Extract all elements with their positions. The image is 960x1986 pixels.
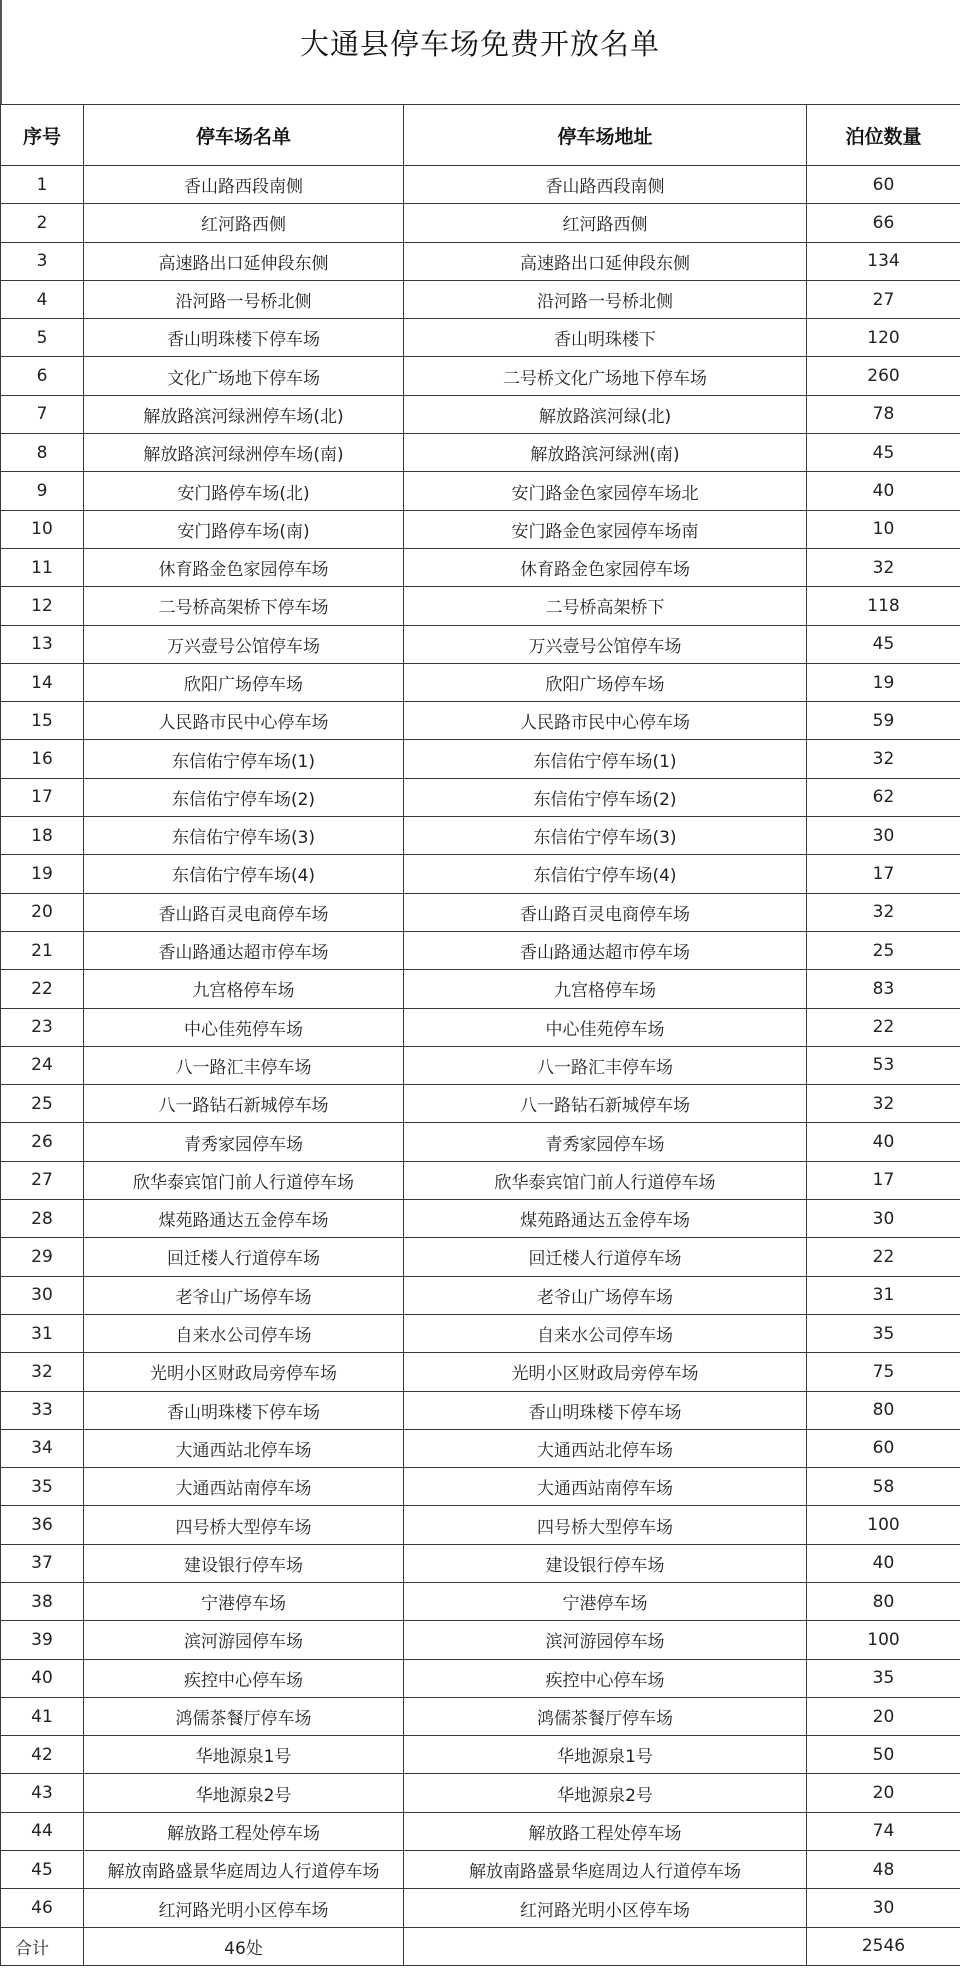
table-row	[1, 1544, 960, 1582]
parking-name: 建设银行停车场	[84, 1544, 404, 1582]
row-number: 5	[1, 319, 84, 357]
parking-address: 光明小区财政局旁停车场	[404, 1353, 807, 1391]
parking-name: 安门路停车场(北)	[84, 472, 404, 510]
table-row	[1, 204, 960, 242]
parking-spaces: 22	[807, 1008, 960, 1046]
row-number: 7	[1, 395, 84, 433]
parking-name: 安门路停车场(南)	[84, 510, 404, 548]
parking-name: 煤苑路通达五金停车场	[84, 1200, 404, 1238]
parking-name: 人民路市民中心停车场	[84, 702, 404, 740]
parking-address: 东信佑宁停车场(3)	[404, 817, 807, 855]
parking-address: 疾控中心停车场	[404, 1659, 807, 1697]
parking-name: 东信佑宁停车场(3)	[84, 817, 404, 855]
header-name: 停车场名单	[84, 105, 404, 166]
parking-name: 九宫格停车场	[84, 970, 404, 1008]
parking-spaces: 45	[807, 434, 960, 472]
row-number: 16	[1, 740, 84, 778]
row-number: 20	[1, 893, 84, 931]
parking-spaces: 32	[807, 893, 960, 931]
table-row	[1, 1085, 960, 1123]
parking-spaces: 30	[807, 1200, 960, 1238]
parking-address: 万兴壹号公馆停车场	[404, 625, 807, 663]
row-number: 42	[1, 1736, 84, 1774]
parking-address: 回迁楼人行道停车场	[404, 1238, 807, 1276]
parking-address: 宁港停车场	[404, 1582, 807, 1620]
row-number: 36	[1, 1506, 84, 1544]
parking-address: 华地源泉2号	[404, 1774, 807, 1812]
parking-name: 华地源泉1号	[84, 1736, 404, 1774]
row-number: 45	[1, 1851, 84, 1889]
parking-address: 欣阳广场停车场	[404, 663, 807, 701]
parking-address: 解放路工程处停车场	[404, 1812, 807, 1850]
row-number: 43	[1, 1774, 84, 1812]
parking-spaces: 120	[807, 319, 960, 357]
table-row	[1, 970, 960, 1008]
parking-address: 二号桥高架桥下	[404, 587, 807, 625]
row-number: 15	[1, 702, 84, 740]
table-row	[1, 1621, 960, 1659]
table-row	[1, 1161, 960, 1199]
row-number: 3	[1, 242, 84, 280]
table-row	[1, 663, 960, 701]
table-row	[1, 166, 960, 204]
parking-address: 香山路西段南侧	[404, 166, 807, 204]
table-row	[1, 1506, 960, 1544]
table-row	[1, 1276, 960, 1314]
parking-address: 东信佑宁停车场(2)	[404, 778, 807, 816]
parking-name: 青秀家园停车场	[84, 1123, 404, 1161]
parking-address: 建设银行停车场	[404, 1544, 807, 1582]
row-number: 46	[1, 1889, 84, 1927]
table-row	[1, 1889, 960, 1927]
parking-name: 八一路汇丰停车场	[84, 1046, 404, 1084]
parking-name: 疾控中心停车场	[84, 1659, 404, 1697]
table-row	[1, 1697, 960, 1735]
row-number: 12	[1, 587, 84, 625]
row-number: 13	[1, 625, 84, 663]
table-row	[1, 1238, 960, 1276]
parking-address: 东信佑宁停车场(1)	[404, 740, 807, 778]
parking-spaces: 19	[807, 663, 960, 701]
parking-name: 东信佑宁停车场(1)	[84, 740, 404, 778]
parking-address: 大通西站南停车场	[404, 1468, 807, 1506]
total-address	[404, 1927, 807, 1965]
table-row	[1, 548, 960, 586]
parking-spaces: 40	[807, 1123, 960, 1161]
table-header-row	[1, 105, 960, 166]
parking-spaces: 20	[807, 1774, 960, 1812]
row-number: 24	[1, 1046, 84, 1084]
parking-address: 休育路金色家园停车场	[404, 548, 807, 586]
header-no: 序号	[1, 105, 84, 166]
row-number: 6	[1, 357, 84, 395]
parking-spaces: 66	[807, 204, 960, 242]
header-spaces: 泊位数量	[807, 105, 960, 166]
parking-name: 香山明珠楼下停车场	[84, 319, 404, 357]
parking-name: 解放南路盛景华庭周边人行道停车场	[84, 1851, 404, 1889]
parking-address: 红河路西侧	[404, 204, 807, 242]
parking-name: 滨河游园停车场	[84, 1621, 404, 1659]
table-row	[1, 740, 960, 778]
parking-name: 欣阳广场停车场	[84, 663, 404, 701]
parking-name: 解放路工程处停车场	[84, 1812, 404, 1850]
table-row	[1, 510, 960, 548]
parking-address: 人民路市民中心停车场	[404, 702, 807, 740]
parking-address: 香山路通达超市停车场	[404, 931, 807, 969]
parking-spaces: 17	[807, 855, 960, 893]
parking-address: 安门路金色家园停车场北	[404, 472, 807, 510]
parking-name: 光明小区财政局旁停车场	[84, 1353, 404, 1391]
parking-name: 大通西站南停车场	[84, 1468, 404, 1506]
total-row	[1, 1927, 960, 1965]
row-number: 30	[1, 1276, 84, 1314]
parking-address: 红河路光明小区停车场	[404, 1889, 807, 1927]
row-number: 10	[1, 510, 84, 548]
parking-name: 宁港停车场	[84, 1582, 404, 1620]
parking-name: 解放路滨河绿洲停车场(北)	[84, 395, 404, 433]
row-number: 4	[1, 280, 84, 318]
parking-spaces: 48	[807, 1851, 960, 1889]
parking-address: 解放路滨河绿(北)	[404, 395, 807, 433]
parking-spaces: 30	[807, 817, 960, 855]
parking-spaces: 40	[807, 1544, 960, 1582]
total-label: 合计	[1, 1927, 84, 1965]
row-number: 11	[1, 548, 84, 586]
parking-address: 解放南路盛景华庭周边人行道停车场	[404, 1851, 807, 1889]
row-number: 22	[1, 970, 84, 1008]
parking-address: 青秀家园停车场	[404, 1123, 807, 1161]
row-number: 25	[1, 1085, 84, 1123]
parking-spaces: 22	[807, 1238, 960, 1276]
row-number: 31	[1, 1314, 84, 1352]
table-row	[1, 893, 960, 931]
parking-address: 沿河路一号桥北侧	[404, 280, 807, 318]
parking-address: 中心佳苑停车场	[404, 1008, 807, 1046]
parking-spaces: 20	[807, 1697, 960, 1735]
table-row	[1, 1353, 960, 1391]
row-number: 23	[1, 1008, 84, 1046]
table-row	[1, 1812, 960, 1850]
row-number: 33	[1, 1391, 84, 1429]
parking-spaces: 32	[807, 548, 960, 586]
parking-address: 九宫格停车场	[404, 970, 807, 1008]
row-number: 27	[1, 1161, 84, 1199]
parking-spaces: 75	[807, 1353, 960, 1391]
row-number: 40	[1, 1659, 84, 1697]
parking-name: 沿河路一号桥北侧	[84, 280, 404, 318]
table-row	[1, 1046, 960, 1084]
row-number: 35	[1, 1468, 84, 1506]
parking-name: 老爷山广场停车场	[84, 1276, 404, 1314]
row-number: 26	[1, 1123, 84, 1161]
row-number: 21	[1, 931, 84, 969]
parking-name: 高速路出口延伸段东侧	[84, 242, 404, 280]
parking-address: 东信佑宁停车场(4)	[404, 855, 807, 893]
parking-name: 大通西站北停车场	[84, 1429, 404, 1467]
parking-address: 鸿儒茶餐厅停车场	[404, 1697, 807, 1735]
table-row	[1, 1123, 960, 1161]
parking-name: 四号桥大型停车场	[84, 1506, 404, 1544]
parking-spaces: 60	[807, 166, 960, 204]
parking-spaces: 25	[807, 931, 960, 969]
parking-spaces: 118	[807, 587, 960, 625]
parking-spaces: 59	[807, 702, 960, 740]
table-row	[1, 817, 960, 855]
total-spaces: 2546	[807, 1927, 960, 1965]
parking-address: 安门路金色家园停车场南	[404, 510, 807, 548]
parking-name: 欣华泰宾馆门前人行道停车场	[84, 1161, 404, 1199]
parking-name: 万兴壹号公馆停车场	[84, 625, 404, 663]
parking-name: 华地源泉2号	[84, 1774, 404, 1812]
table-row	[1, 1008, 960, 1046]
header-address: 停车场地址	[404, 105, 807, 166]
parking-name: 香山路西段南侧	[84, 166, 404, 204]
row-number: 28	[1, 1200, 84, 1238]
parking-address: 高速路出口延伸段东侧	[404, 242, 807, 280]
parking-spaces: 35	[807, 1659, 960, 1697]
table-row	[1, 1582, 960, 1620]
parking-address: 滨河游园停车场	[404, 1621, 807, 1659]
table-body	[1, 166, 960, 1928]
table-row	[1, 702, 960, 740]
parking-address: 八一路钻石新城停车场	[404, 1085, 807, 1123]
parking-spaces: 32	[807, 740, 960, 778]
total-count: 46处	[84, 1927, 404, 1965]
table-row	[1, 1468, 960, 1506]
parking-spaces: 80	[807, 1391, 960, 1429]
parking-address: 香山路百灵电商停车场	[404, 893, 807, 931]
table-row	[1, 319, 960, 357]
parking-spaces: 62	[807, 778, 960, 816]
parking-address: 解放路滨河绿洲(南)	[404, 434, 807, 472]
table-row	[1, 242, 960, 280]
parking-list-table	[0, 104, 960, 1966]
parking-spaces: 35	[807, 1314, 960, 1352]
table-row	[1, 1314, 960, 1352]
parking-spaces: 60	[807, 1429, 960, 1467]
parking-address: 老爷山广场停车场	[404, 1276, 807, 1314]
row-number: 2	[1, 204, 84, 242]
parking-spaces: 260	[807, 357, 960, 395]
parking-address: 四号桥大型停车场	[404, 1506, 807, 1544]
row-number: 34	[1, 1429, 84, 1467]
row-number: 17	[1, 778, 84, 816]
parking-spaces: 32	[807, 1085, 960, 1123]
row-number: 29	[1, 1238, 84, 1276]
table-row	[1, 587, 960, 625]
parking-spaces: 134	[807, 242, 960, 280]
parking-address: 煤苑路通达五金停车场	[404, 1200, 807, 1238]
table-row	[1, 395, 960, 433]
parking-name: 香山路通达超市停车场	[84, 931, 404, 969]
table-row	[1, 1429, 960, 1467]
table-row	[1, 1774, 960, 1812]
parking-name: 东信佑宁停车场(2)	[84, 778, 404, 816]
parking-spaces: 30	[807, 1889, 960, 1927]
parking-name: 香山明珠楼下停车场	[84, 1391, 404, 1429]
parking-spaces: 45	[807, 625, 960, 663]
parking-spaces: 78	[807, 395, 960, 433]
parking-name: 东信佑宁停车场(4)	[84, 855, 404, 893]
parking-spaces: 74	[807, 1812, 960, 1850]
parking-name: 红河路西侧	[84, 204, 404, 242]
table-row	[1, 778, 960, 816]
parking-name: 红河路光明小区停车场	[84, 1889, 404, 1927]
row-number: 41	[1, 1697, 84, 1735]
table-row	[1, 1391, 960, 1429]
table-row	[1, 1851, 960, 1889]
parking-address: 自来水公司停车场	[404, 1314, 807, 1352]
row-number: 9	[1, 472, 84, 510]
parking-address: 大通西站北停车场	[404, 1429, 807, 1467]
table-row	[1, 280, 960, 318]
row-number: 39	[1, 1621, 84, 1659]
table-row	[1, 357, 960, 395]
parking-name: 文化广场地下停车场	[84, 357, 404, 395]
parking-spaces: 80	[807, 1582, 960, 1620]
parking-spaces: 31	[807, 1276, 960, 1314]
table-row	[1, 434, 960, 472]
parking-name: 八一路钻石新城停车场	[84, 1085, 404, 1123]
parking-spaces: 53	[807, 1046, 960, 1084]
parking-address: 香山明珠楼下停车场	[404, 1391, 807, 1429]
table-row	[1, 472, 960, 510]
parking-name: 回迁楼人行道停车场	[84, 1238, 404, 1276]
row-number: 8	[1, 434, 84, 472]
table-row	[1, 1659, 960, 1697]
parking-spaces: 58	[807, 1468, 960, 1506]
row-number: 19	[1, 855, 84, 893]
parking-spaces: 100	[807, 1621, 960, 1659]
page-title: 大通县停车场免费开放名单	[299, 26, 660, 61]
parking-name: 中心佳苑停车场	[84, 1008, 404, 1046]
parking-name: 二号桥高架桥下停车场	[84, 587, 404, 625]
parking-address: 香山明珠楼下	[404, 319, 807, 357]
row-number: 18	[1, 817, 84, 855]
parking-spaces: 27	[807, 280, 960, 318]
parking-address: 华地源泉1号	[404, 1736, 807, 1774]
parking-spaces: 50	[807, 1736, 960, 1774]
parking-spaces: 40	[807, 472, 960, 510]
row-number: 44	[1, 1812, 84, 1850]
row-number: 37	[1, 1544, 84, 1582]
parking-address: 二号桥文化广场地下停车场	[404, 357, 807, 395]
parking-spaces: 83	[807, 970, 960, 1008]
table-row	[1, 855, 960, 893]
table-row	[1, 1200, 960, 1238]
row-number: 32	[1, 1353, 84, 1391]
table-row	[1, 931, 960, 969]
parking-name: 香山路百灵电商停车场	[84, 893, 404, 931]
parking-name: 鸿儒茶餐厅停车场	[84, 1697, 404, 1735]
parking-spaces: 10	[807, 510, 960, 548]
row-number: 38	[1, 1582, 84, 1620]
parking-address: 欣华泰宾馆门前人行道停车场	[404, 1161, 807, 1199]
table-row	[1, 1736, 960, 1774]
parking-spaces: 17	[807, 1161, 960, 1199]
parking-name: 休育路金色家园停车场	[84, 548, 404, 586]
row-number: 1	[1, 166, 84, 204]
parking-name: 解放路滨河绿洲停车场(南)	[84, 434, 404, 472]
table-row	[1, 625, 960, 663]
row-number: 14	[1, 663, 84, 701]
parking-spaces: 100	[807, 1506, 960, 1544]
parking-address: 八一路汇丰停车场	[404, 1046, 807, 1084]
parking-name: 自来水公司停车场	[84, 1314, 404, 1352]
